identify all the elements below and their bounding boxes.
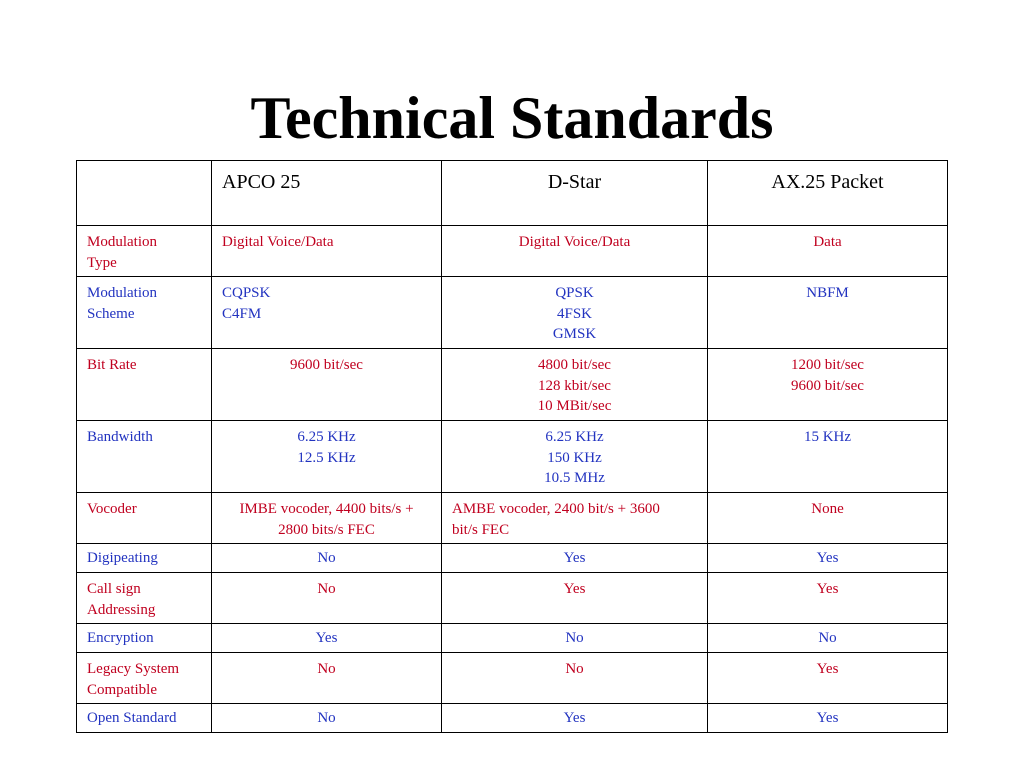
cell-line: 4FSK xyxy=(556,305,593,322)
cell-line: No xyxy=(317,661,336,677)
cell-line: Yes xyxy=(315,630,338,646)
cell-line: Yes xyxy=(563,550,586,566)
cell-line: 150 KHz xyxy=(547,449,602,466)
cell-ax25 xyxy=(708,653,948,704)
cell-apco25 xyxy=(212,573,442,624)
cell-dstar xyxy=(442,544,708,573)
cell-dstar xyxy=(442,573,708,624)
row-label-line: Vocoder xyxy=(87,501,137,517)
cell-line: None xyxy=(811,501,844,517)
row-label xyxy=(77,421,212,493)
cell-dstar xyxy=(442,704,708,733)
row-label-line: Encryption xyxy=(87,630,154,646)
cell-line: QPSK xyxy=(555,285,594,301)
row-label-line: Digipeating xyxy=(87,550,158,566)
row-label-line: Compatible xyxy=(87,681,157,698)
cell-apco25 xyxy=(212,704,442,733)
cell-line: 10 MBit/sec xyxy=(537,398,612,414)
table-row-modulation-scheme xyxy=(77,277,948,349)
cell-line: Yes xyxy=(563,581,586,597)
cell-ax25 xyxy=(708,226,948,277)
cell-line: 9600 bit/sec xyxy=(791,377,864,394)
cell-ax25 xyxy=(708,544,948,573)
header-cell-empty xyxy=(77,161,212,226)
cell-line: bit/s FEC xyxy=(452,521,510,538)
table-row-modulation-type xyxy=(77,226,948,277)
cell-ax25 xyxy=(708,704,948,733)
cell-dstar xyxy=(442,421,708,493)
row-label xyxy=(77,544,212,573)
row-label xyxy=(77,349,212,421)
slide-title: Technical Standards xyxy=(250,85,774,151)
cell-line: 2800 bits/s FEC xyxy=(278,521,375,538)
cell-apco25 xyxy=(212,349,442,421)
row-label-line: Bandwidth xyxy=(87,429,153,445)
table-row-bit-rate xyxy=(77,349,948,421)
cell-line: 4800 bit/sec xyxy=(538,357,611,373)
header-row xyxy=(77,161,948,226)
row-label-line: Open Standard xyxy=(87,710,177,726)
cell-dstar xyxy=(442,277,708,349)
table-row-encryption xyxy=(77,624,948,653)
cell-line: No xyxy=(317,550,336,566)
cell-line: Yes xyxy=(816,581,839,597)
cell-apco25 xyxy=(212,653,442,704)
cell-ax25 xyxy=(708,573,948,624)
cell-line: Yes xyxy=(816,710,839,726)
cell-ax25 xyxy=(708,421,948,493)
cell-line: 128 kbit/sec xyxy=(538,377,611,394)
cell-ax25 xyxy=(708,624,948,653)
cell-line: No xyxy=(317,581,336,597)
cell-line: 15 KHz xyxy=(803,429,852,445)
cell-line: No xyxy=(818,630,837,646)
row-label-line: Call sign xyxy=(87,581,141,597)
row-label-line: Scheme xyxy=(87,305,135,322)
standards-table xyxy=(76,160,948,733)
cell-dstar xyxy=(442,624,708,653)
cell-line: C4FM xyxy=(222,305,262,322)
cell-line: IMBE vocoder, 4400 bits/s + xyxy=(239,501,414,517)
table-row-legacy-system-compatible xyxy=(77,653,948,704)
row-label-line: Modulation xyxy=(87,234,157,250)
cell-line: 6.25 KHz xyxy=(545,429,604,445)
table-row-bandwidth xyxy=(77,421,948,493)
cell-ax25 xyxy=(708,349,948,421)
cell-apco25 xyxy=(212,493,442,544)
cell-dstar xyxy=(442,493,708,544)
cell-line: 6.25 KHz xyxy=(297,429,356,445)
cell-line: Digital Voice/Data xyxy=(518,234,631,250)
table-row-call-sign-addressing xyxy=(77,573,948,624)
cell-line: 9600 bit/sec xyxy=(290,357,363,373)
cell-line: 12.5 KHz xyxy=(297,449,356,466)
cell-ax25 xyxy=(708,493,948,544)
cell-apco25 xyxy=(212,277,442,349)
cell-line: GMSK xyxy=(552,326,597,342)
row-label xyxy=(77,653,212,704)
cell-apco25 xyxy=(212,544,442,573)
table-row-open-standard xyxy=(77,704,948,733)
row-label-line: Modulation xyxy=(87,285,157,301)
cell-dstar xyxy=(442,226,708,277)
header-apco25: APCO 25 xyxy=(212,161,442,226)
cell-line: Data xyxy=(813,234,842,250)
cell-line: NBFM xyxy=(806,285,849,301)
row-label xyxy=(77,493,212,544)
cell-line: AMBE vocoder, 2400 bit/s + 3600 xyxy=(452,501,660,517)
row-label xyxy=(77,624,212,653)
row-label-line: Type xyxy=(87,254,117,271)
cell-line: Digital Voice/Data xyxy=(222,234,334,250)
cell-ax25 xyxy=(708,277,948,349)
row-label-line: Legacy System xyxy=(87,661,180,677)
row-label xyxy=(77,573,212,624)
header-ax25: AX.25 Packet xyxy=(708,161,948,226)
cell-line: Yes xyxy=(563,710,586,726)
cell-dstar xyxy=(442,653,708,704)
cell-line: No xyxy=(565,630,584,646)
cell-line: Yes xyxy=(816,550,839,566)
row-label xyxy=(77,704,212,733)
cell-apco25 xyxy=(212,624,442,653)
row-label xyxy=(77,226,212,277)
table-row-digipeating xyxy=(77,544,948,573)
cell-line: 10.5 MHz xyxy=(544,470,605,486)
cell-apco25 xyxy=(212,421,442,493)
cell-line: Yes xyxy=(816,661,839,677)
header-dstar: D-Star xyxy=(442,161,708,226)
row-label xyxy=(77,277,212,349)
row-label-line: Addressing xyxy=(87,601,156,618)
table-row-vocoder xyxy=(77,493,948,544)
row-label-line: Bit Rate xyxy=(87,357,137,373)
cell-line: 1200 bit/sec xyxy=(791,357,864,373)
cell-dstar xyxy=(442,349,708,421)
cell-line: No xyxy=(565,661,584,677)
cell-apco25 xyxy=(212,226,442,277)
cell-line: CQPSK xyxy=(222,285,271,301)
cell-line: No xyxy=(317,710,336,726)
